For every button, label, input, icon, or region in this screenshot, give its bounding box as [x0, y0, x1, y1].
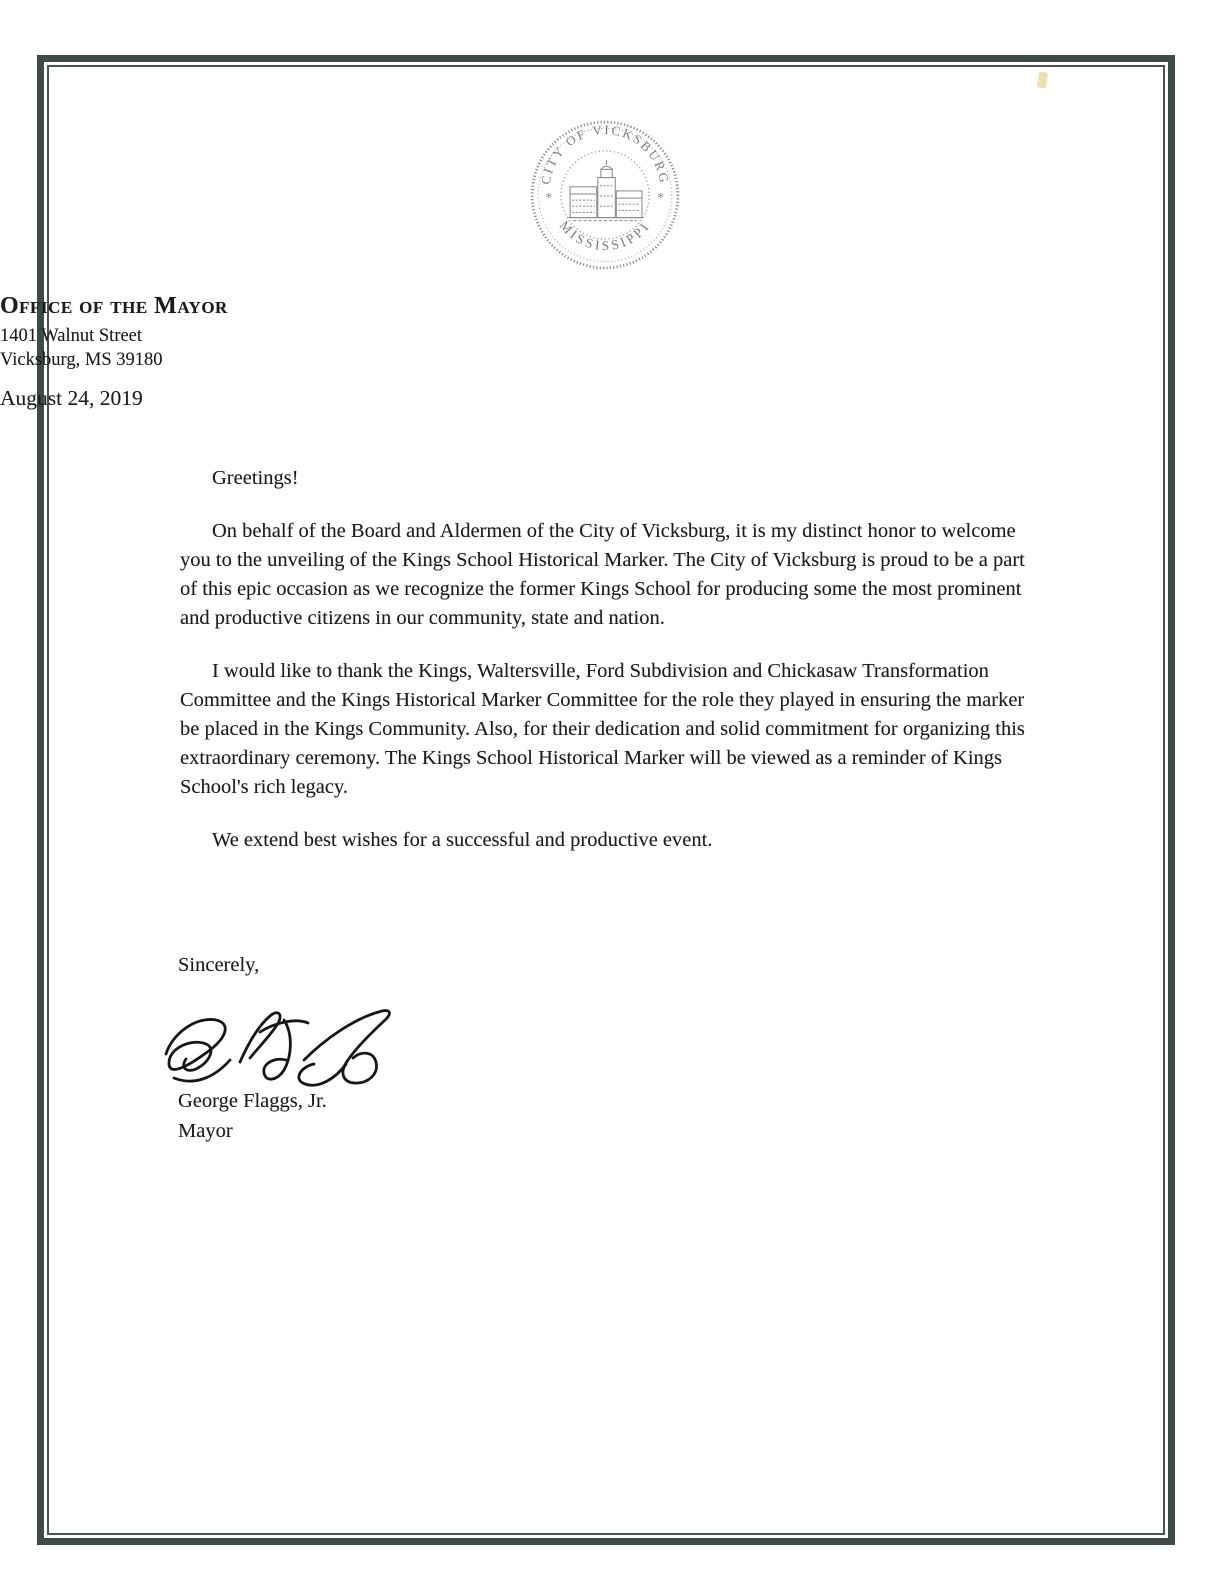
office-title: Office of the Mayor: [0, 293, 228, 319]
seal-bottom-text: MISSISSIPPI: [556, 217, 654, 254]
letter-date: August 24, 2019: [0, 386, 143, 410]
signer-block: [178, 1086, 327, 1146]
seal-courthouse-icon: [567, 160, 643, 221]
address-line2: Vicksburg, MS 39180: [0, 350, 163, 370]
salutation: Greetings!: [212, 467, 299, 489]
seal-left-star-icon: *: [545, 190, 553, 206]
signer-name: George Flaggs, Jr.: [178, 1090, 327, 1112]
address-line1: 1401 Walnut Street: [0, 326, 143, 346]
signature-svg: [156, 998, 402, 1094]
paragraph-1: On behalf of the Board and Aldermen of the City of Vicksburg, it is my distinct honor to welcome you to the unveiling of the Kings School Historical Marker. The City of Vicksburg is proud to be a part of this epic occasion as we recognize the former Kings School for producing some the most prominent and productive citizens in our community, state and nation.: [180, 520, 1025, 629]
paragraph-2: I would like to thank the Kings, Waltersville, Ford Subdivision and Chickasaw Transformation Committee and the Kings Historical Marker Committee for the role they played in ensuring the marker be placed in the Kings Community. Also, for their dedication and solid commitment for organizing this extraordinary ceremony. The Kings School Historical Marker will be viewed as a reminder of Kings School's rich legacy.: [180, 660, 1025, 798]
closing: Sincerely,: [178, 954, 260, 976]
paragraph-3: We extend best wishes for a successful and productive event.: [212, 829, 713, 851]
city-seal-icon: [528, 118, 682, 272]
letter-body: [180, 464, 1032, 855]
signature-handwriting: [156, 998, 402, 1094]
signer-title: Mayor: [178, 1120, 233, 1142]
city-seal-svg: [528, 118, 682, 272]
seal-right-star-icon: *: [657, 190, 665, 206]
seal-top-text: CITY OF VICKSBURG: [538, 122, 672, 186]
